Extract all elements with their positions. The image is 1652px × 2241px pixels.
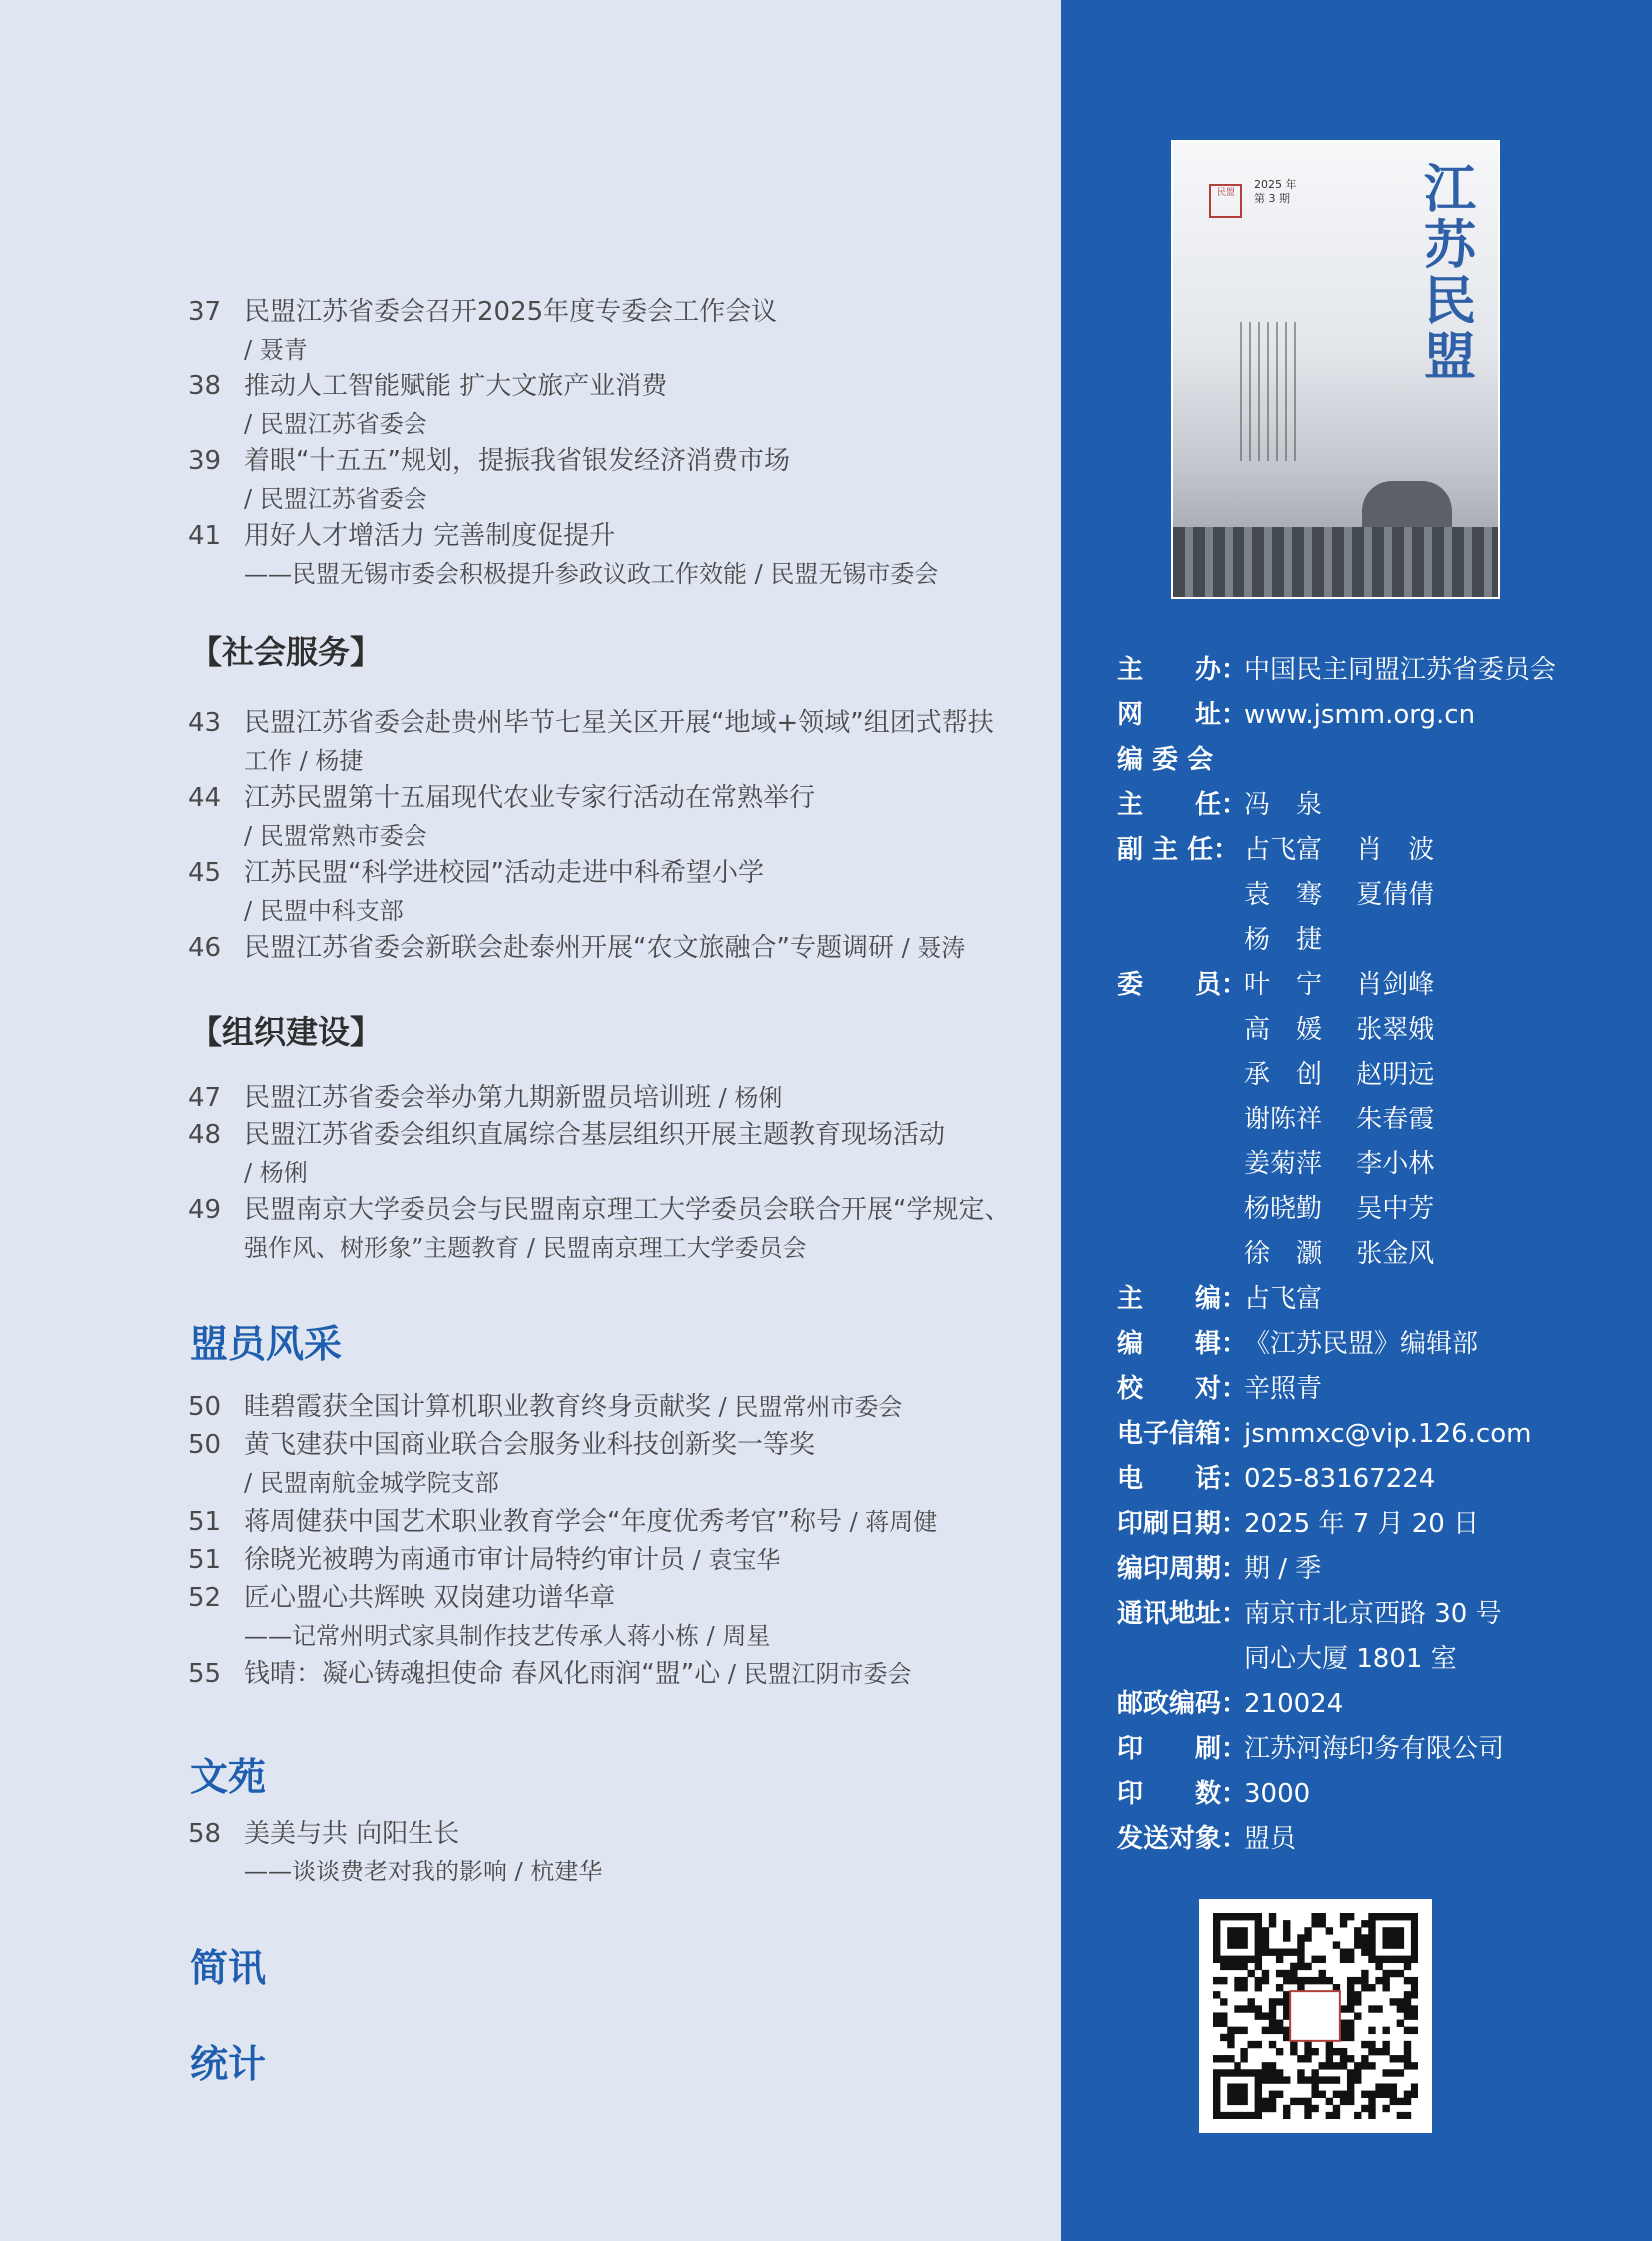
article-title: 用好人才增活力 完善制度促提升 <box>244 521 616 551</box>
page-number: 43 <box>188 708 222 738</box>
masthead-value: 占飞富 <box>1244 1284 1323 1314</box>
toc-entry[interactable] <box>188 1815 1047 1890</box>
masthead-label: 主 办： <box>1117 655 1247 685</box>
section-heading-organization: 【组织建设】 <box>190 1013 383 1051</box>
masthead-value: 谢陈祥 朱春霞 <box>1244 1105 1435 1134</box>
article-title: 江苏民盟“科学进校园”活动走进中科希望小学 <box>244 858 764 888</box>
page-number: 58 <box>188 1819 222 1849</box>
article-author: / 民盟江苏省委会 <box>244 410 427 438</box>
masthead-row <box>1117 1598 1616 1630</box>
masthead-label: 网 址： <box>1117 700 1247 730</box>
toc-entry[interactable] <box>188 704 1047 780</box>
article-title: 蒋周健获中国艺术职业教育学会“年度优秀考官”称号 <box>244 1507 842 1537</box>
masthead-row <box>1117 1643 1616 1675</box>
toc-entry[interactable] <box>188 1117 1047 1192</box>
article-author: 强作风、树形象”主题教育 / 民盟南京理工大学委员会 <box>244 1234 807 1262</box>
masthead-value: 辛照青 <box>1244 1374 1323 1404</box>
masthead-value: 025-83167224 <box>1244 1464 1436 1494</box>
article-author: / 民盟常熟市委会 <box>244 822 427 850</box>
toc-entry[interactable] <box>188 779 1047 855</box>
page-number: 46 <box>188 933 222 963</box>
qr-code[interactable] <box>1199 1899 1432 2133</box>
masthead-value: jsmmxc@vip.126.com <box>1244 1419 1532 1449</box>
masthead-row <box>1117 699 1616 731</box>
masthead-value: 杨 捷 <box>1244 925 1323 955</box>
article-author: ——谈谈费老对我的影响 / 杭建华 <box>244 1858 603 1885</box>
masthead-value: 冯 泉 <box>1244 790 1323 820</box>
masthead-row <box>1117 1059 1616 1091</box>
masthead-row <box>1117 1823 1616 1855</box>
masthead-label: 邮政编码： <box>1117 1689 1247 1719</box>
masthead-label: 委 员： <box>1117 970 1247 1000</box>
toc-entry[interactable] <box>188 1191 1047 1267</box>
masthead-row <box>1117 1553 1616 1585</box>
article-author: / 民盟江苏省委会 <box>244 485 427 513</box>
article-title: 民盟江苏省委会新联会赴泰州开展“农文旅融合”专题调研 <box>244 933 894 963</box>
page-number: 50 <box>188 1392 222 1422</box>
masthead-label: 编 委 会 <box>1117 745 1214 775</box>
article-title: 推动人工智能赋能 扩大文旅产业消费 <box>244 372 668 401</box>
section-heading-statistics: 统计 <box>190 2041 267 2086</box>
toc-entry[interactable] <box>188 1503 1047 1541</box>
toc-entry[interactable] <box>188 1426 1047 1502</box>
masthead-row <box>1117 1148 1616 1180</box>
masthead-value: 210024 <box>1244 1689 1344 1719</box>
page-number: 37 <box>188 297 222 327</box>
article-title: 民盟江苏省委会赴贵州毕节七星关区开展“地域+领域”组团式帮扶 <box>244 708 994 738</box>
masthead-row <box>1117 1283 1616 1315</box>
article-author: 工作 / 杨捷 <box>244 747 364 775</box>
masthead-value: 姜菊萍 李小林 <box>1244 1149 1435 1179</box>
masthead-row <box>1117 1778 1616 1810</box>
article-author: / 民盟南航金城学院支部 <box>244 1469 499 1497</box>
article-title: 眭碧霞获全国计算机职业教育终身贡献奖 <box>244 1392 712 1422</box>
article-title: 着眼“十五五”规划，提振我省银发经济消费市场 <box>244 446 790 476</box>
masthead-label: 编印周期： <box>1117 1554 1247 1584</box>
page-number: 47 <box>188 1083 222 1113</box>
masthead-label: 电子信箱： <box>1117 1419 1247 1449</box>
masthead-value: 南京市北京西路 30 号 <box>1244 1599 1502 1629</box>
masthead-value: 占飞富 肖 波 <box>1244 835 1435 865</box>
article-title: 匠心盟心共辉映 双岗建功谱华章 <box>244 1583 616 1613</box>
masthead-label: 印刷日期： <box>1117 1509 1247 1539</box>
masthead-row <box>1117 969 1616 1001</box>
magazine-cover-image <box>1171 140 1500 599</box>
section-heading-literary-garden: 文苑 <box>190 1754 267 1799</box>
toc-entry[interactable] <box>188 517 1047 593</box>
qr-code-icon <box>1213 1913 1418 2119</box>
article-title: 徐晓光被聘为南通市审计局特约审计员 <box>244 1545 686 1575</box>
article-author: / 民盟江阴市委会 <box>720 1660 912 1688</box>
masthead-row <box>1117 744 1616 776</box>
section-heading-briefs: 简讯 <box>190 1945 267 1990</box>
masthead-value: 中国民主同盟江苏省委员会 <box>1244 655 1557 685</box>
masthead-value: 2025 年 7 月 20 日 <box>1244 1509 1480 1539</box>
article-author: ——记常州明式家具制作技艺传承人蒋小栋 / 周星 <box>244 1622 771 1650</box>
article-title: 江苏民盟第十五届现代农业专家行活动在常熟举行 <box>244 783 816 813</box>
article-title: 美美与共 向阳生长 <box>244 1819 460 1849</box>
masthead-label: 通讯地址： <box>1117 1599 1247 1629</box>
article-author: / 民盟中科支部 <box>244 897 404 925</box>
page-number: 52 <box>188 1583 222 1613</box>
article-author: / 袁宝华 <box>685 1546 781 1574</box>
masthead-row <box>1117 1373 1616 1405</box>
article-author: / 杨俐 <box>711 1084 783 1112</box>
masthead-row <box>1117 1104 1616 1135</box>
cover-masthead: 江苏民盟 <box>1423 159 1476 387</box>
masthead-row <box>1117 879 1616 911</box>
masthead-row <box>1117 789 1616 821</box>
toc-entry[interactable] <box>188 293 1047 369</box>
masthead-value: 3000 <box>1244 1779 1311 1809</box>
toc-entry[interactable] <box>188 1655 1047 1693</box>
page-number: 41 <box>188 521 222 551</box>
article-author: / 聂青 <box>244 336 308 364</box>
masthead-row <box>1117 1508 1616 1540</box>
article-title: 民盟江苏省委会举办第九期新盟员培训班 <box>244 1083 712 1113</box>
cover-issue: 第 3 期 <box>1254 192 1290 205</box>
masthead-label: 编 辑： <box>1117 1329 1247 1359</box>
masthead-value: 袁 骞 夏倩倩 <box>1244 880 1435 910</box>
article-author: / 杨俐 <box>244 1159 308 1187</box>
section-heading-social-service: 【社会服务】 <box>190 633 383 671</box>
masthead-value: 叶 宁 肖剑峰 <box>1244 970 1435 1000</box>
toc-entry[interactable] <box>188 854 1047 930</box>
page-number: 51 <box>188 1507 222 1537</box>
page-number: 48 <box>188 1120 222 1150</box>
section-heading-member-profiles: 盟员风采 <box>190 1321 343 1366</box>
toc-entry[interactable] <box>188 1541 1047 1579</box>
masthead-row <box>1117 1418 1616 1450</box>
masthead-value: 盟员 <box>1244 1824 1297 1854</box>
toc-entry[interactable] <box>188 929 1047 967</box>
cover-year: 2025 年 <box>1254 178 1297 191</box>
page-number: 49 <box>188 1195 222 1225</box>
masthead-value: 徐 灏 张金风 <box>1244 1239 1435 1269</box>
page-number: 38 <box>188 372 222 401</box>
masthead-label: 发送对象： <box>1117 1824 1247 1854</box>
page-number: 39 <box>188 446 222 476</box>
masthead-label: 副 主 任： <box>1117 835 1239 865</box>
masthead-value: www.jsmm.org.cn <box>1244 700 1476 730</box>
article-title: 民盟江苏省委会组织直属综合基层组织开展主题教育现场活动 <box>244 1120 946 1150</box>
masthead-row <box>1117 654 1616 686</box>
page-number: 55 <box>188 1659 222 1689</box>
masthead-label: 主 任： <box>1117 790 1247 820</box>
masthead-row <box>1117 1688 1616 1720</box>
seal-logo: 民盟 <box>1209 184 1242 218</box>
toc-entry[interactable] <box>188 1579 1047 1655</box>
toc-entry[interactable] <box>188 442 1047 518</box>
masthead-row <box>1117 1733 1616 1765</box>
masthead-row <box>1117 1238 1616 1270</box>
article-author: / 聂涛 <box>893 934 966 962</box>
article-title: 钱晴：凝心铸魂担使命 春风化雨润“盟”心 <box>244 1659 721 1689</box>
masthead-row <box>1117 924 1616 956</box>
masthead-label: 电 话： <box>1117 1464 1247 1494</box>
masthead-value: 《江苏民盟》编辑部 <box>1244 1329 1479 1359</box>
masthead-label: 主 编： <box>1117 1284 1247 1314</box>
article-title: 民盟江苏省委会召开2025年度专委会工作会议 <box>244 297 778 327</box>
masthead-label: 印 数： <box>1117 1779 1247 1809</box>
page-number: 45 <box>188 858 222 888</box>
masthead-value: 杨晓勤 吴中芳 <box>1244 1194 1435 1224</box>
masthead-row <box>1117 834 1616 866</box>
masthead-row <box>1117 1463 1616 1495</box>
article-author: / 蒋周健 <box>841 1508 938 1536</box>
article-title: 民盟南京大学委员会与民盟南京理工大学委员会联合开展“学规定、 <box>244 1195 1011 1225</box>
masthead-row <box>1117 1014 1616 1046</box>
masthead-row <box>1117 1328 1616 1360</box>
article-title: 黄飞建获中国商业联合会服务业科技创新奖一等奖 <box>244 1430 816 1460</box>
masthead-row <box>1117 1193 1616 1225</box>
masthead-value: 期 / 季 <box>1244 1554 1322 1584</box>
toc-entry[interactable] <box>188 1388 1047 1426</box>
masthead-value: 同心大厦 1801 室 <box>1244 1644 1457 1674</box>
masthead-label: 校 对： <box>1117 1374 1247 1404</box>
toc-entry[interactable] <box>188 368 1047 443</box>
masthead-value: 高 媛 张翠娥 <box>1244 1015 1435 1045</box>
article-author: ——民盟无锡市委会积极提升参政议政工作效能 / 民盟无锡市委会 <box>244 560 939 588</box>
page-number: 50 <box>188 1430 222 1460</box>
page-number: 44 <box>188 783 222 813</box>
masthead-value: 江苏河海印务有限公司 <box>1244 1734 1505 1764</box>
toc-entry[interactable] <box>188 1079 1047 1117</box>
article-author: / 民盟常州市委会 <box>711 1393 903 1421</box>
masthead-value: 承 创 赵明远 <box>1244 1060 1435 1090</box>
page-number: 51 <box>188 1545 222 1575</box>
masthead-label: 印 刷： <box>1117 1734 1247 1764</box>
